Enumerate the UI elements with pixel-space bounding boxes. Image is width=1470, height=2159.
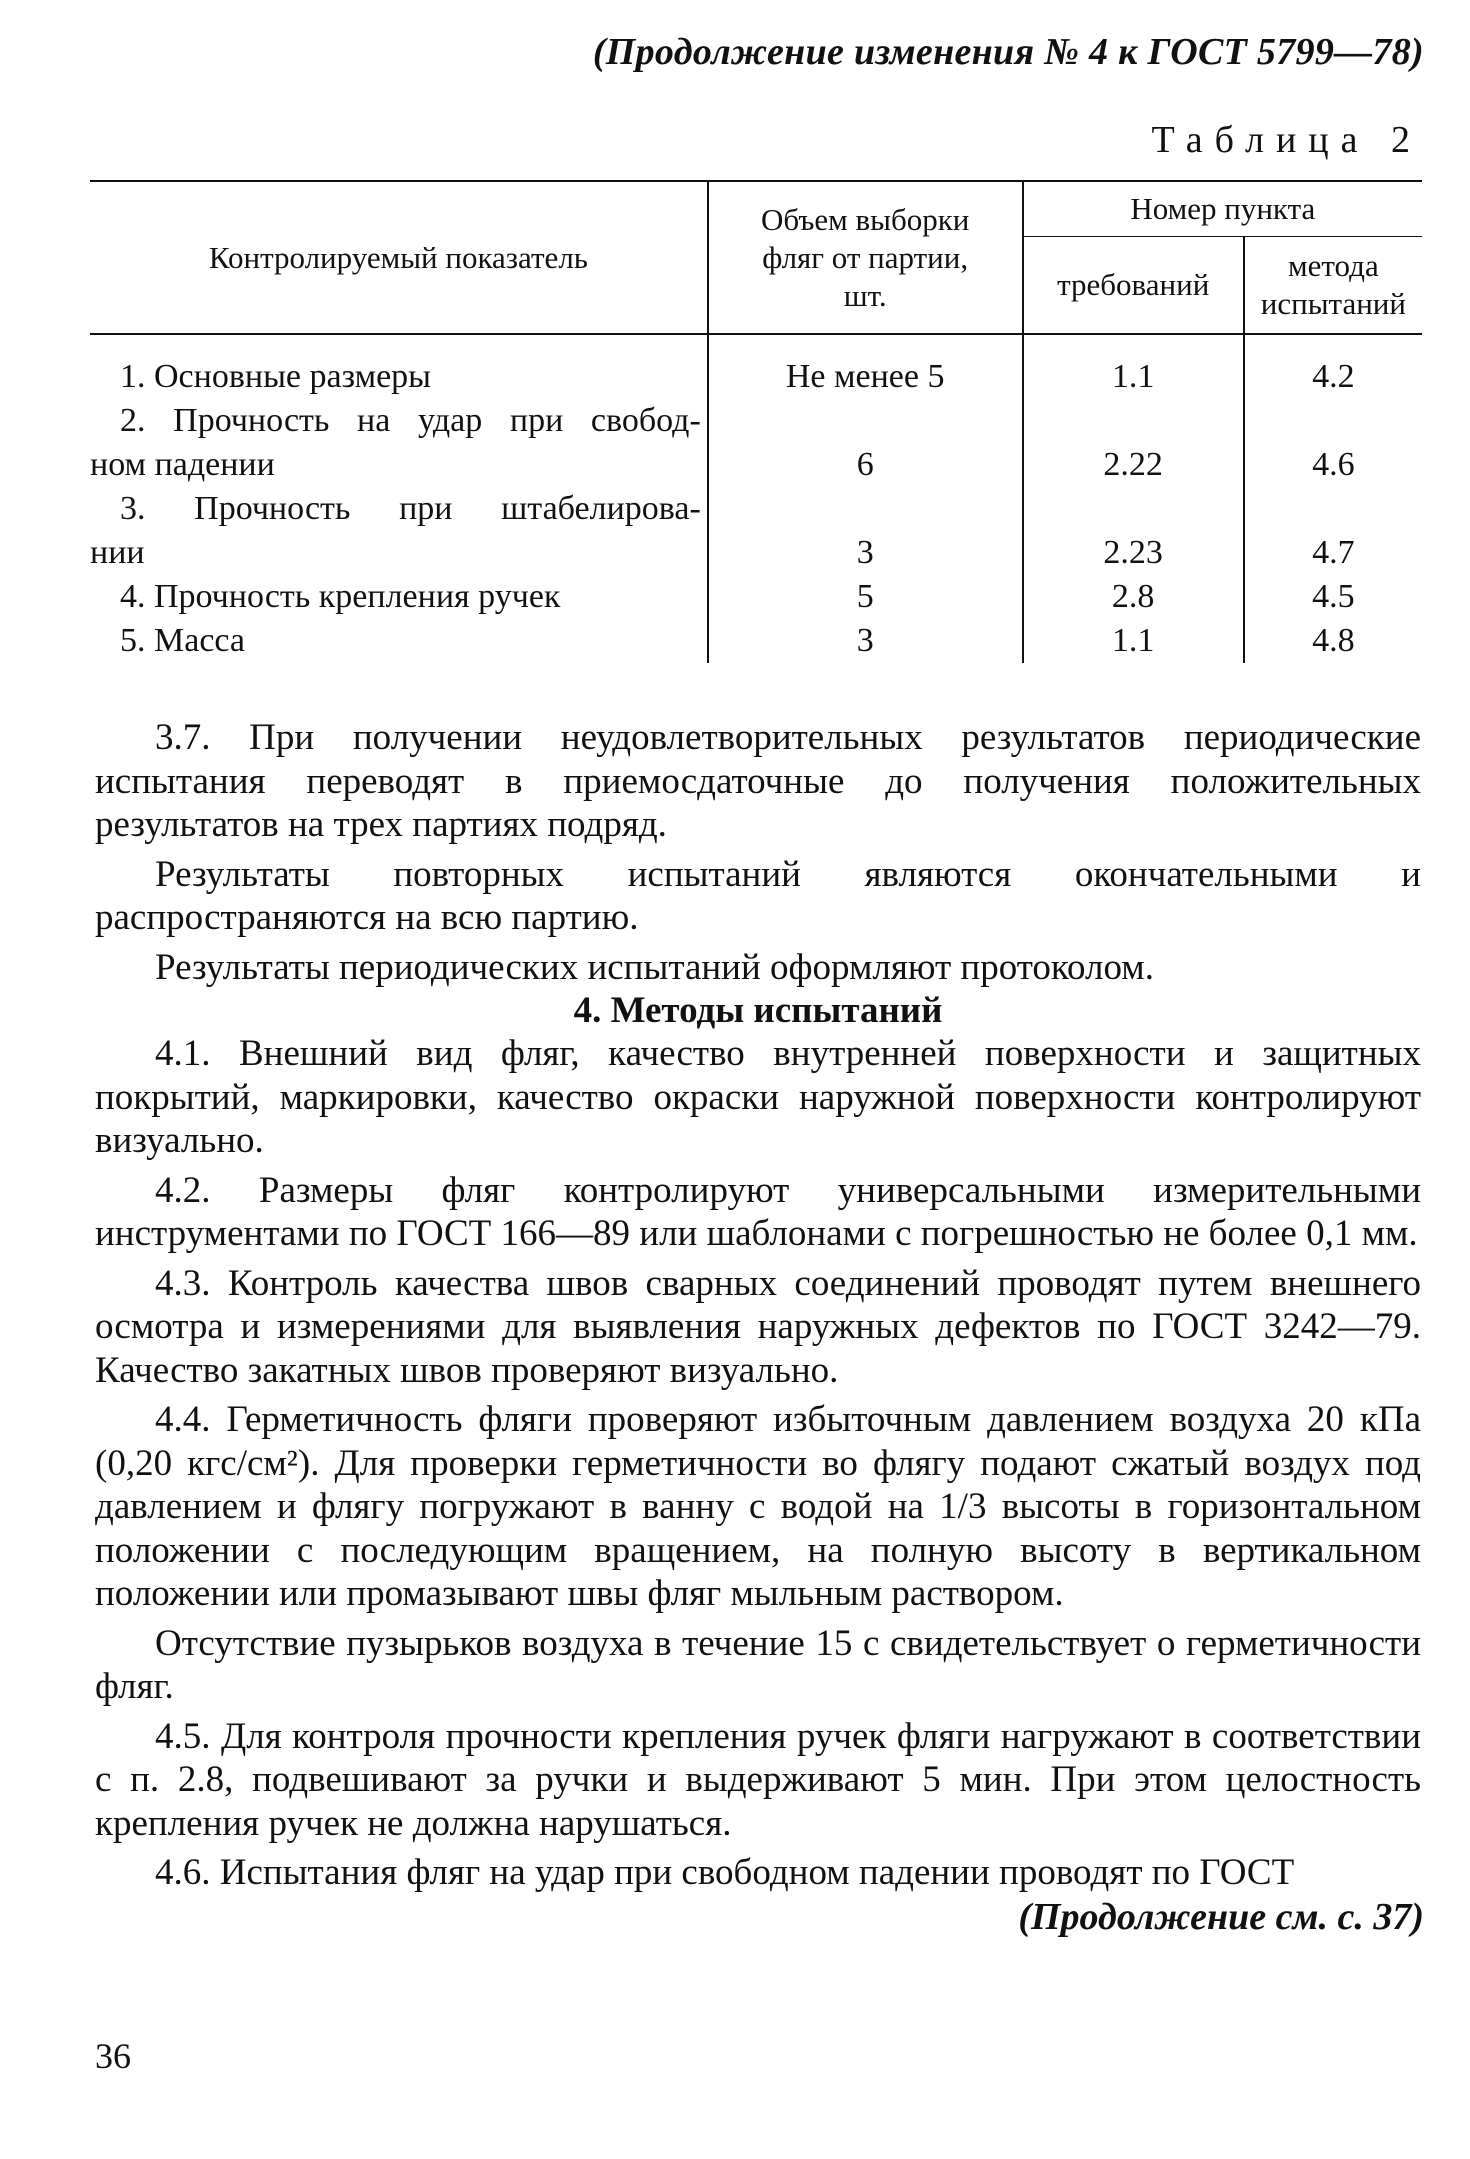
row-requirements: 1.1 — [1023, 619, 1244, 663]
row-indicator — [90, 334, 708, 399]
row-indicator — [90, 619, 708, 663]
spec-table — [90, 180, 1422, 663]
table-label: Таблица 2 — [1151, 119, 1422, 161]
col-header-test-method: метода испытаний — [1244, 237, 1422, 335]
row-indicator-text: 1. Основные размеры — [120, 358, 432, 395]
body-text — [95, 716, 1421, 1895]
row-sample: 3 — [708, 487, 1023, 575]
table-row — [90, 334, 1422, 399]
paragraph-protocol: Результаты периодических испытаний оформляют протоколом. — [155, 946, 1154, 988]
col-header-item-group: Номер пункта — [1023, 181, 1422, 237]
row-indicator — [90, 575, 708, 619]
table-row — [90, 575, 1422, 619]
row-sample: 3 — [708, 619, 1023, 663]
col-header-sample: Объем выборки фляг от партии, шт. — [708, 181, 1023, 334]
row-sample: 5 — [708, 575, 1023, 619]
row-indicator-line2: нии — [90, 534, 145, 571]
col-header-requirements: требований — [1023, 237, 1244, 335]
continuation-header: (Продолжение изменения № 4 к ГОСТ 5799—78) — [592, 31, 1424, 73]
row-indicator — [90, 399, 708, 487]
row-indicator-line2: ном падении — [90, 446, 275, 483]
paragraph-3-7: 3.7. При получении неудовлетворительных результатов периодические испытания переводят в приемосдаточные до получения положительных результатов на трех партиях подряд. — [95, 717, 1421, 845]
continuation-footer: (Продолжение см. с. 37) — [1018, 1896, 1424, 1938]
row-indicator-line1: 3. Прочность при штабелирова- — [120, 490, 701, 527]
row-sample: Не менее 5 — [708, 334, 1023, 399]
row-test-method: 4.7 — [1244, 487, 1422, 575]
row-requirements: 2.23 — [1023, 487, 1244, 575]
row-test-method: 4.6 — [1244, 399, 1422, 487]
row-test-method: 4.2 — [1244, 334, 1422, 399]
row-test-method: 4.5 — [1244, 575, 1422, 619]
row-indicator-line1: 2. Прочность на удар при свобод- — [120, 402, 701, 439]
paragraph-4-4: 4.4. Герметичность фляги проверяют избыточным давлением воздуха 20 кПа (0,20 кгс/см²). Для проверки герметичности во флягу подают сжатый воздух под давлением и флягу погружают в ванну с водой на 1/3 высоты в горизонтальном положении с последующим вращением, на полную высоту в вертикальном положении или промазывают швы фляг мыльным раствором. — [95, 1399, 1421, 1614]
page-number: 36 — [95, 2036, 131, 2076]
col-header-indicator: Контролируемый показатель — [90, 181, 708, 334]
paragraph-repeat-tests: Результаты повторных испытаний являются окончательными и распространяются на всю партию. — [95, 853, 1421, 938]
table-row — [90, 619, 1422, 663]
paragraph-4-3: 4.3. Контроль качества швов сварных соединений проводят путем внешнего осмотра и измерениями для выявления наружных дефектов по ГОСТ 3242—79. Качество закатных швов проверяют визуально. — [95, 1262, 1421, 1391]
row-indicator — [90, 487, 708, 575]
row-test-method: 4.8 — [1244, 619, 1422, 663]
table-row — [90, 399, 1422, 487]
paragraph-4-5: 4.5. Для контроля прочности крепления ручек фляги нагружают в соответствии с п. 2.8, подвешивают за ручки и выдерживают 5 мин. При этом целостность крепления ручек не должна нарушаться. — [95, 1715, 1421, 1844]
paragraph-4-2: 4.2. Размеры фляг контролируют универсальными измерительными инструментами по ГОСТ 166—89 или шаблонами с погрешностью не более 0,1 мм. — [95, 1169, 1421, 1254]
row-indicator-text: 5. Масса — [120, 622, 246, 659]
row-indicator-text: 4. Прочность крепления ручек — [120, 578, 561, 615]
paragraph-bubbles: Отсутствие пузырьков воздуха в течение 15 с свидетельствует о герметичности фляг. — [95, 1622, 1421, 1707]
table-row — [90, 487, 1422, 575]
section-4-title: 4. Методы испытаний — [573, 990, 943, 1031]
paragraph-4-6: 4.6. Испытания фляг на удар при свободном падении проводят по ГОСТ — [155, 1852, 1295, 1893]
paragraph-4-1: 4.1. Внешний вид фляг, качество внутренней поверхности и защитных покрытий, маркировки, качество окраски наружной поверхности контролируют визуально. — [95, 1033, 1421, 1161]
row-requirements: 1.1 — [1023, 334, 1244, 399]
row-requirements: 2.8 — [1023, 575, 1244, 619]
row-requirements: 2.22 — [1023, 399, 1244, 487]
row-sample: 6 — [708, 399, 1023, 487]
